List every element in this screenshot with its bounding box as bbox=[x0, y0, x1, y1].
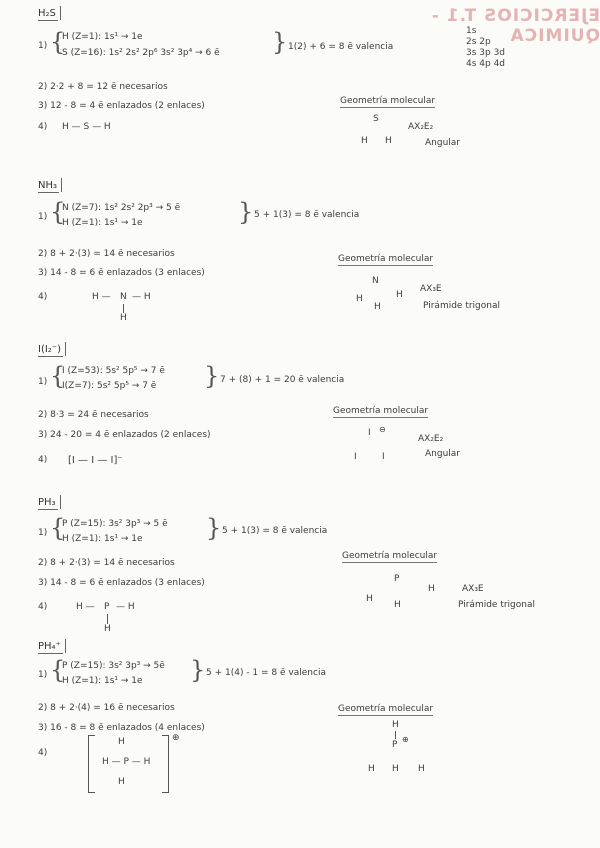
lewis-mid: H — P — H bbox=[102, 757, 151, 767]
geometry-title: Geometría molecular bbox=[340, 96, 436, 106]
orbital-row: 1s bbox=[466, 26, 477, 36]
step-1-label: 1) bbox=[38, 670, 48, 680]
right-atom: H bbox=[418, 764, 425, 774]
config-line-1: I (Z=53): 5s² 5p⁵ → 7 ē bbox=[62, 366, 165, 376]
step-1-label: 1) bbox=[38, 377, 48, 387]
right-brace: } bbox=[190, 656, 206, 684]
config-result: 5 + 1(3) = 8 ē valencia bbox=[222, 526, 328, 536]
step-2: 2) 2·2 + 8 = 12 ē necesarios bbox=[38, 82, 168, 92]
step-1-label: 1) bbox=[38, 212, 48, 222]
lewis-structure bbox=[76, 592, 156, 632]
geometry-formula: AX₃E bbox=[462, 584, 484, 594]
right-atom: H bbox=[396, 290, 403, 300]
central-atom: P bbox=[394, 574, 400, 584]
step-4-label: 4) bbox=[38, 455, 48, 465]
step-4-label: 4) bbox=[38, 602, 48, 612]
bond-line bbox=[395, 731, 396, 739]
lewis-left: H — bbox=[92, 292, 111, 302]
step-2: 2) 8 + 2·(4) = 16 ē necesarios bbox=[38, 703, 175, 713]
orbital-row: 4s 4p 4d bbox=[466, 59, 506, 69]
bond-line bbox=[123, 304, 124, 313]
right-bracket bbox=[162, 735, 169, 793]
step-3: 3) 14 - 8 = 6 ē enlazados (3 enlaces) bbox=[38, 268, 205, 278]
config-line-1: P (Z=15): 3s² 3p³ → 5ē bbox=[62, 661, 165, 671]
lewis-center: N bbox=[120, 292, 127, 302]
lewis-structure bbox=[92, 283, 172, 323]
step-2: 2) 8 + 2·(3) = 14 ē necesarios bbox=[38, 249, 175, 259]
geometry-name: Angular bbox=[425, 138, 460, 148]
lewis-bottom: H bbox=[118, 777, 125, 787]
section-header: H₂S bbox=[38, 8, 56, 19]
step-1-label: 1) bbox=[38, 528, 48, 538]
left-atom: H bbox=[368, 764, 375, 774]
section-header: I(I₂⁻) bbox=[38, 344, 61, 355]
geometry-name: Pirámide trigonal bbox=[458, 600, 535, 610]
mirrored-header: EJERCICIOS T.1 - QUIMICA bbox=[430, 6, 600, 46]
lewis-right: — H bbox=[116, 602, 135, 612]
right-brace: } bbox=[272, 28, 288, 56]
charge-symbol: ⊖ bbox=[379, 425, 386, 434]
config-line-1: N (Z=7): 1s² 2s² 2p³ → 5 ē bbox=[62, 203, 181, 213]
lewis-charge: ⊕ bbox=[172, 733, 180, 743]
step-3: 3) 12 - 8 = 4 ē enlazados (2 enlaces) bbox=[38, 101, 205, 111]
left-brace: { bbox=[50, 362, 66, 390]
geometry-title: Geometría molecular bbox=[342, 551, 438, 561]
lewis-bottom: H bbox=[120, 313, 127, 323]
step-3: 3) 14 - 8 = 6 ē enlazados (3 enlaces) bbox=[38, 578, 205, 588]
config-result: 1(2) + 6 = 8 ē valencia bbox=[288, 42, 394, 52]
left-brace: { bbox=[50, 28, 66, 56]
orbital-row: 3s 3p 3d bbox=[466, 48, 506, 58]
config-line-2: I(Z=7): 5s² 5p⁵ → 7 ē bbox=[62, 381, 157, 391]
config-result: 5 + 1(4) - 1 = 8 ē valencia bbox=[206, 668, 326, 678]
lewis-structure: [I — I — I]⁻ bbox=[68, 455, 123, 466]
central-atom: P bbox=[392, 740, 398, 750]
step-3: 3) 16 - 8 = 8 ē enlazados (4 enlaces) bbox=[38, 723, 205, 733]
orbital-row: 2s 2p bbox=[466, 37, 491, 47]
geometry-title: Geometría molecular bbox=[338, 254, 434, 264]
top-atom: H bbox=[392, 720, 399, 730]
charge-symbol: ⊕ bbox=[402, 735, 409, 744]
lewis-right: — H bbox=[132, 292, 151, 302]
left-atom: H bbox=[356, 294, 363, 304]
lewis-structure: H — S — H bbox=[62, 122, 111, 132]
lewis-structure bbox=[88, 735, 198, 795]
right-brace: } bbox=[204, 362, 220, 390]
section-header: PH₃ bbox=[38, 497, 56, 508]
left-brace: { bbox=[50, 656, 66, 684]
step-1-label: 1) bbox=[38, 41, 48, 51]
left-atom: H bbox=[366, 594, 373, 604]
molecule-sketch bbox=[360, 720, 450, 780]
central-atom: S bbox=[373, 114, 379, 124]
molecule-sketch bbox=[350, 272, 420, 317]
config-line-2: H (Z=1): 1s¹ → 1e bbox=[62, 534, 143, 544]
right-atom: H bbox=[385, 136, 392, 146]
left-brace: { bbox=[50, 198, 66, 226]
geometry-formula: AX₃E bbox=[420, 284, 442, 294]
step-2: 2) 8·3 = 24 ē necesarios bbox=[38, 410, 149, 420]
right-atom: H bbox=[428, 584, 435, 594]
step-4-label: 4) bbox=[38, 748, 48, 758]
bottom-atom: H bbox=[374, 302, 381, 312]
config-line-2: S (Z=16): 1s² 2s² 2p⁶ 3s² 3p⁴ → 6 ē bbox=[62, 48, 220, 58]
step-3: 3) 24 - 20 = 4 ē enlazados (2 enlaces) bbox=[38, 430, 211, 440]
molecule-sketch bbox=[355, 112, 415, 152]
geometry-name: Angular bbox=[425, 449, 460, 459]
step-4-label: 4) bbox=[38, 122, 48, 132]
lewis-left: H — bbox=[76, 602, 95, 612]
geometry-title: Geometría molecular bbox=[333, 406, 429, 416]
left-brace: { bbox=[50, 514, 66, 542]
left-bracket bbox=[88, 735, 95, 793]
lewis-top: H bbox=[118, 737, 125, 747]
config-line-2: H (Z=1): 1s¹ → 1e bbox=[62, 218, 143, 228]
section-header: PH₄⁺ bbox=[38, 641, 61, 652]
section-header: NH₃ bbox=[38, 180, 58, 191]
left-atom: I bbox=[354, 452, 357, 462]
right-atom: I bbox=[382, 452, 385, 462]
config-result: 7 + (8) + 1 = 20 ē valencia bbox=[220, 375, 345, 385]
lewis-center: P bbox=[104, 602, 110, 612]
config-line-1: H (Z=1): 1s¹ → 1e bbox=[62, 32, 143, 42]
step-4-label: 4) bbox=[38, 292, 48, 302]
config-line-1: P (Z=15): 3s² 3p³ → 5 ē bbox=[62, 519, 168, 529]
config-line-2: H (Z=1): 1s¹ → 1e bbox=[62, 676, 143, 686]
central-atom: I bbox=[368, 428, 371, 438]
lewis-bottom: H bbox=[104, 624, 111, 634]
geometry-formula: AX₂E₂ bbox=[408, 122, 434, 132]
geometry-title: Geometría molecular bbox=[338, 704, 434, 714]
bottom-atom: H bbox=[394, 600, 401, 610]
config-result: 5 + 1(3) = 8 ē valencia bbox=[254, 210, 360, 220]
molecule-sketch bbox=[348, 424, 418, 469]
geometry-name: Pirámide trigonal bbox=[423, 301, 500, 311]
orbital-list bbox=[466, 26, 505, 70]
right-brace: } bbox=[238, 198, 254, 226]
molecule-sketch bbox=[362, 570, 442, 615]
right-brace: } bbox=[206, 514, 222, 542]
bond-line bbox=[107, 614, 108, 624]
bottom-atom: H bbox=[392, 764, 399, 774]
geometry-formula: AX₂E₂ bbox=[418, 434, 444, 444]
step-2: 2) 8 + 2·(3) = 14 ē necesarios bbox=[38, 558, 175, 568]
left-atom: H bbox=[361, 136, 368, 146]
central-atom: N bbox=[372, 276, 379, 286]
